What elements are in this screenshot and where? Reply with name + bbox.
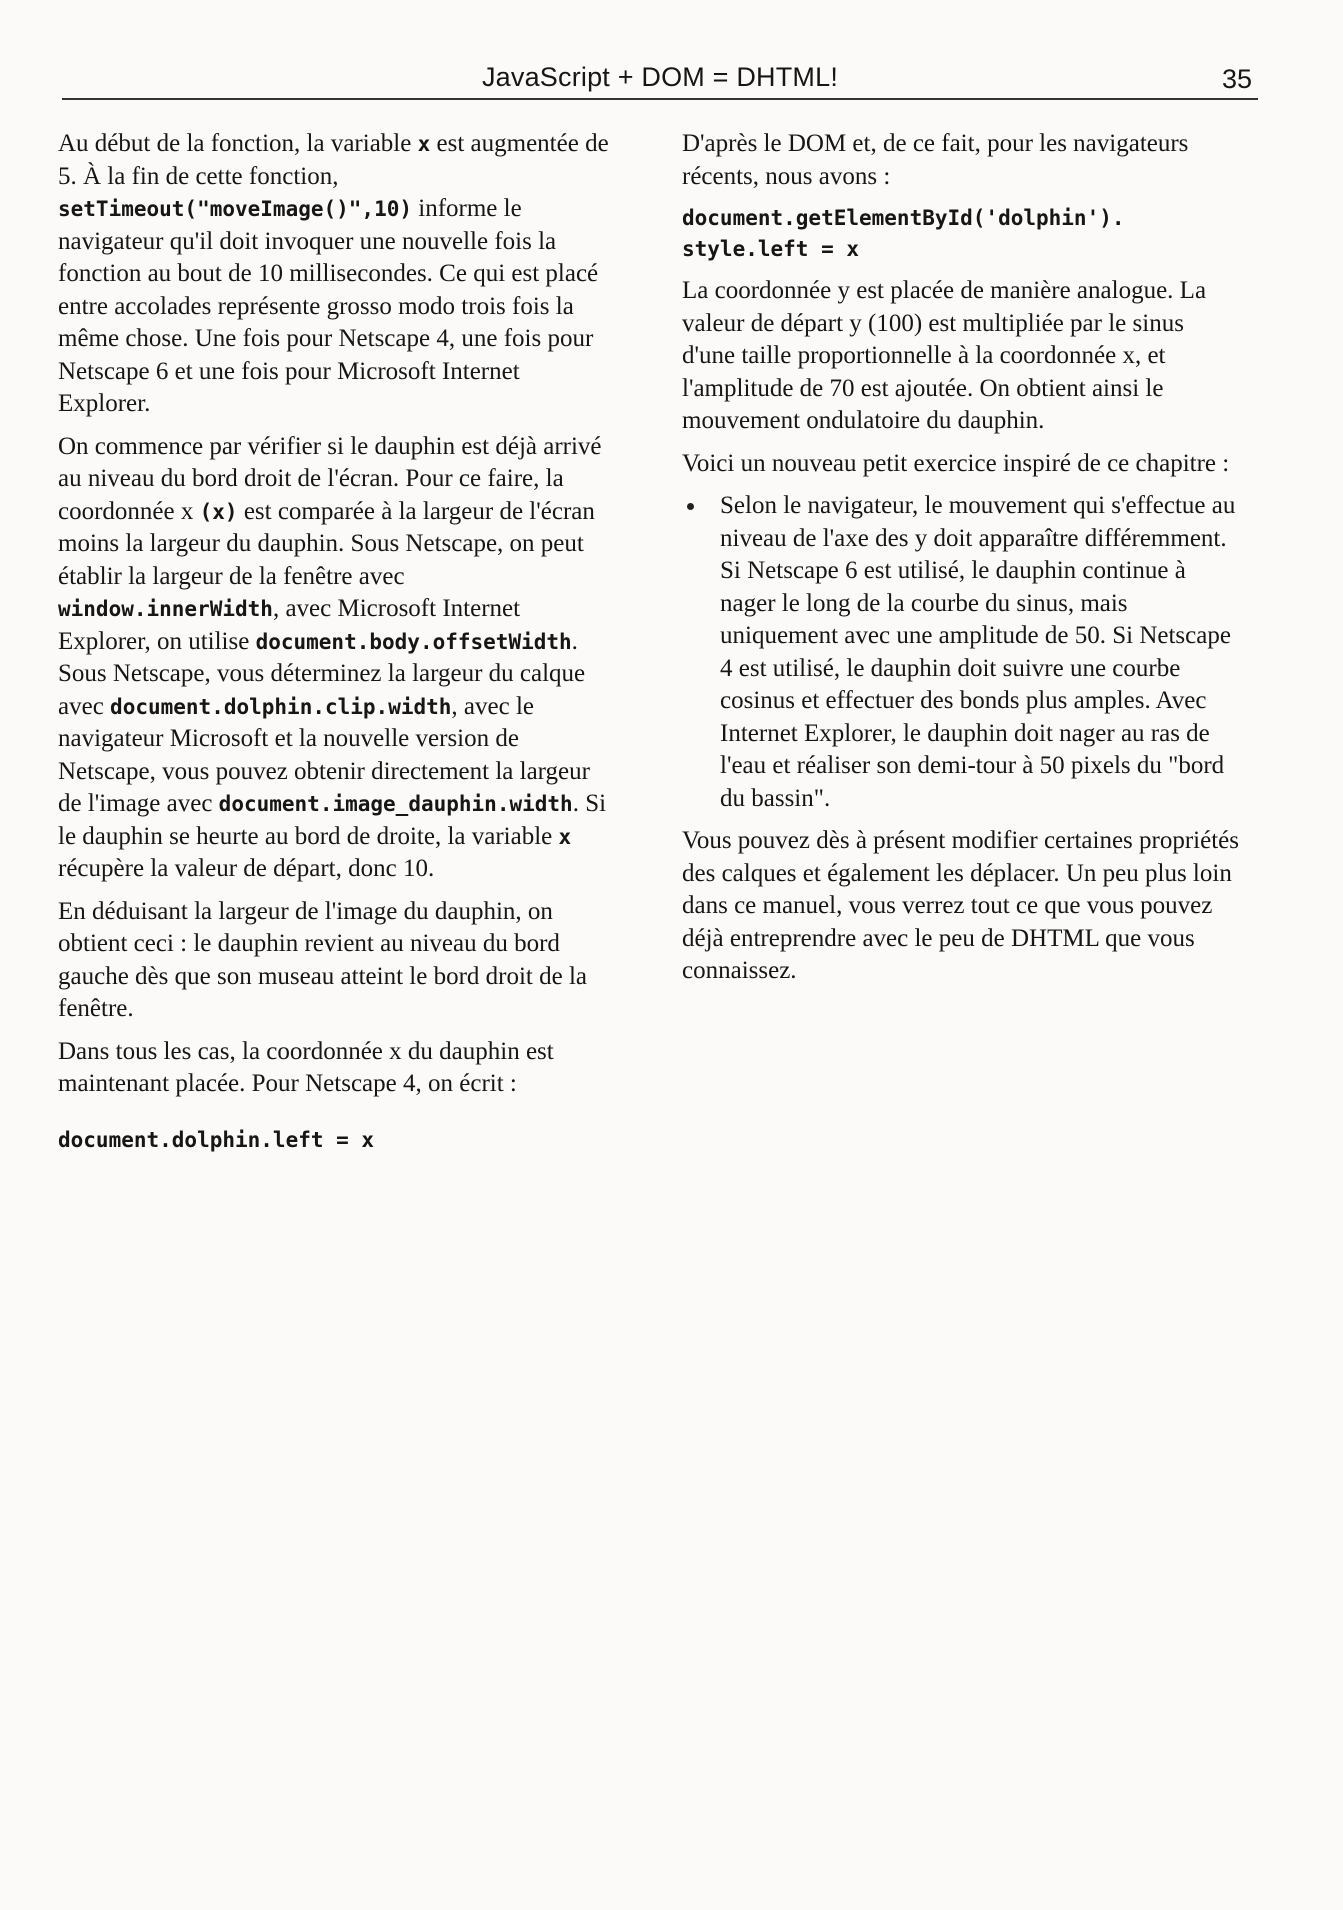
paragraph: La coordonnée y est placée de manière analogue. La valeur de départ y (100) est multipliée par le sinus d'une taille proportionnelle à la coordonnée x, et l'amplitude de 70 est ajoutée. On obtient ainsi le mouvement ondulatoire du dauphin.	[682, 277, 1207, 434]
inline-code: document.image_dauphin.width	[218, 792, 573, 816]
text-run: , avec le navigateur Microsoft et la nouvelle version de Netscape, vous pouvez obtenir directement la largeur de l'image avec	[58, 692, 590, 817]
list-item	[682, 490, 1242, 815]
inline-code: window.innerWidth	[58, 597, 273, 621]
text-run: . Si le dauphin se heurte au bord de droite, la variable	[58, 790, 607, 850]
bullet-icon	[687, 503, 694, 510]
inline-code: setTimeout("moveImage()",10)	[58, 197, 413, 221]
text-run: Au début de la fonction, la variable	[58, 130, 418, 157]
paragraph: Vous pouvez dès à présent modifier certaines propriétés des calques et également les déplacer. Un peu plus loin dans ce manuel, vous verrez tout ce que vous pouvez déjà entreprendre avec le peu de DHTML que vous connaissez.	[682, 827, 1239, 984]
inline-code: x	[558, 824, 572, 849]
running-title: JavaScript + DOM = DHTML!	[481, 62, 839, 92]
paragraph	[58, 128, 618, 421]
code-block: document.dolphin.left = x	[58, 1127, 375, 1152]
page-header	[62, 58, 1258, 100]
inline-code: (x)	[199, 499, 238, 524]
text-run: informe le navigateur qu'il doit invoquer une nouvelle fois la fonction au bout de 10 millisecondes. Ce qui est placé entre accolades représente grosso modo trois fois la même chose. Une fois pour Netscape 4, une fois pour Netscape 6 et une fois pour Microsoft Internet Explorer.	[58, 195, 599, 417]
paragraph: Dans tous les cas, la coordonnée x du dauphin est maintenant placée. Pour Netscape 4, on écrit :	[58, 1037, 554, 1097]
code-block: document.getElementById('dolphin'). style.left = x	[682, 206, 1125, 261]
bullet-list	[682, 490, 1242, 815]
list-item-text: Selon le navigateur, le mouvement qui s'effectue au niveau de l'axe des y doit apparaître différemment. Si Netscape 6 est utilisé, le dauphin continue à nager le long de la courbe du sinus, mais uniquement avec une amplitude de 50. Si Netscape 4 est utilisé, le dauphin doit suivre une courbe cosinus et effectuer des bonds plus amples. Avec Internet Explorer, le dauphin doit nager au ras de l'eau et réaliser son demi-tour à 50 pixels du "bord du bassin".	[720, 492, 1236, 812]
paragraph: D'après le DOM et, de ce fait, pour les navigateurs récents, nous avons :	[682, 130, 1189, 190]
text-run: récupère la valeur de départ, donc 10.	[58, 855, 435, 882]
right-column	[682, 128, 1242, 998]
page-number: 35	[1221, 64, 1252, 94]
inline-code: document.dolphin.clip.width	[110, 694, 452, 719]
text-run: On commence par vérifier si le dauphin est déjà arrivé au niveau du bord droit de l'écran. Pour ce faire, la coordonnée x	[58, 432, 602, 525]
text-run: est augmentée de 5. À la fin de cette fonction,	[58, 130, 609, 190]
text-run: est comparée à la largeur de l'écran moins la largeur du dauphin. Sous Netscape, on peut établir la largeur de la fenêtre avec	[58, 497, 595, 590]
text-run: , avec Microsoft Internet Explorer, on utilise	[58, 595, 521, 655]
paragraph: Voici un nouveau petit exercice inspiré de ce chapitre :	[682, 449, 1230, 477]
inline-code: document.body.offsetWidth	[255, 629, 572, 654]
inline-code: x	[417, 132, 431, 156]
left-column	[58, 128, 618, 1166]
paragraph: En déduisant la largeur de l'image du dauphin, on obtient ceci : le dauphin revient au niveau du bord gauche dès que son museau atteint le bord droit de la fenêtre.	[58, 897, 588, 1022]
text-run: . Sous Netscape, vous déterminez la largeur du calque avec	[58, 627, 586, 720]
paragraph	[58, 431, 618, 886]
